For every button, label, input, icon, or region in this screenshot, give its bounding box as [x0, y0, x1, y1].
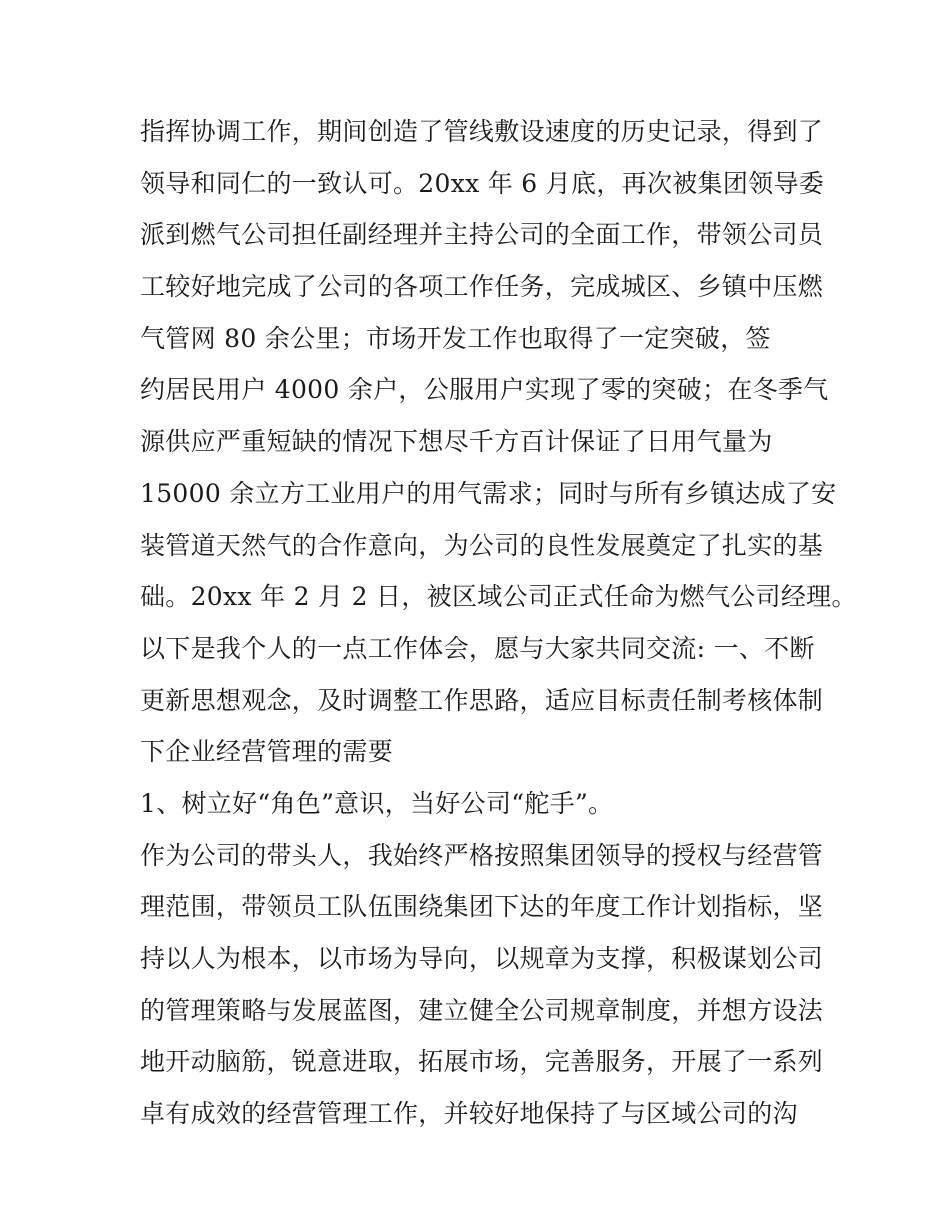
text-line-8: 15000 余立方工业用户的用气需求；同时与所有乡镇达成了安 — [140, 478, 837, 508]
text-line-19: 地开动脑筋，锐意进取，拓展市场，完善服务，开展了一系列 — [140, 1047, 824, 1077]
text-line-20: 卓有成效的经营管理工作，并较好地保持了与区域公司的沟 — [140, 1099, 798, 1129]
text-line-9: 装管道天然气的合作意向，为公司的良性发展奠定了扎实的基 — [140, 530, 824, 560]
text-line-3: 派到燃气公司担任副经理并主持公司的全面工作，带领公司员 — [140, 220, 824, 250]
text-line-4: 工较好地完成了公司的各项工作任务，完成城区、乡镇中压燃 — [140, 272, 824, 302]
section-heading-line: 1、树立好“角色”意识，当好公司“舵手”。 — [140, 788, 614, 818]
text-line-2: 领导和同仁的一致认可。20xx 年 6 月底，再次被集团领导委 — [140, 168, 825, 198]
text-line-10: 础。20xx 年 2 月 2 日，被区域公司正式任命为燃气公司经理。 — [140, 582, 857, 612]
text-line-15: 作为公司的带头人，我始终严格按照集团领导的授权与经营管 — [140, 840, 824, 870]
text-line-16: 理范围，带领员工队伍围绕集团下达的年度工作计划指标，坚 — [140, 892, 824, 922]
text-line-13: 下企业经营管理的需要 — [140, 737, 394, 767]
text-line-17: 持以人为根本，以市场为导向，以规章为支撑，积极谋划公司 — [140, 944, 824, 973]
text-line-12: 更新思想观念，及时调整工作思路，适应目标责任制考核体制 — [140, 685, 824, 715]
document-body — [140, 106, 857, 1140]
text-line-11: 以下是我个人的一点工作体会，愿与大家共同交流: 一、不断 — [140, 633, 815, 663]
text-line-6: 约居民用户 4000 余户，公服用户实现了零的突破；在冬季气 — [140, 375, 829, 405]
text-line-5: 气管网 80 余公里；市场开发工作也取得了一定突破，签 — [140, 323, 771, 353]
text-line-7: 源供应严重短缺的情况下想尽千方百计保证了日用气量为 — [140, 427, 773, 457]
text-line-18: 的管理策略与发展蓝图，建立健全公司规章制度，并想方设法 — [140, 995, 824, 1025]
text-line-1: 指挥协调工作，期间创造了管线敷设速度的历史记录，得到了 — [140, 117, 824, 146]
